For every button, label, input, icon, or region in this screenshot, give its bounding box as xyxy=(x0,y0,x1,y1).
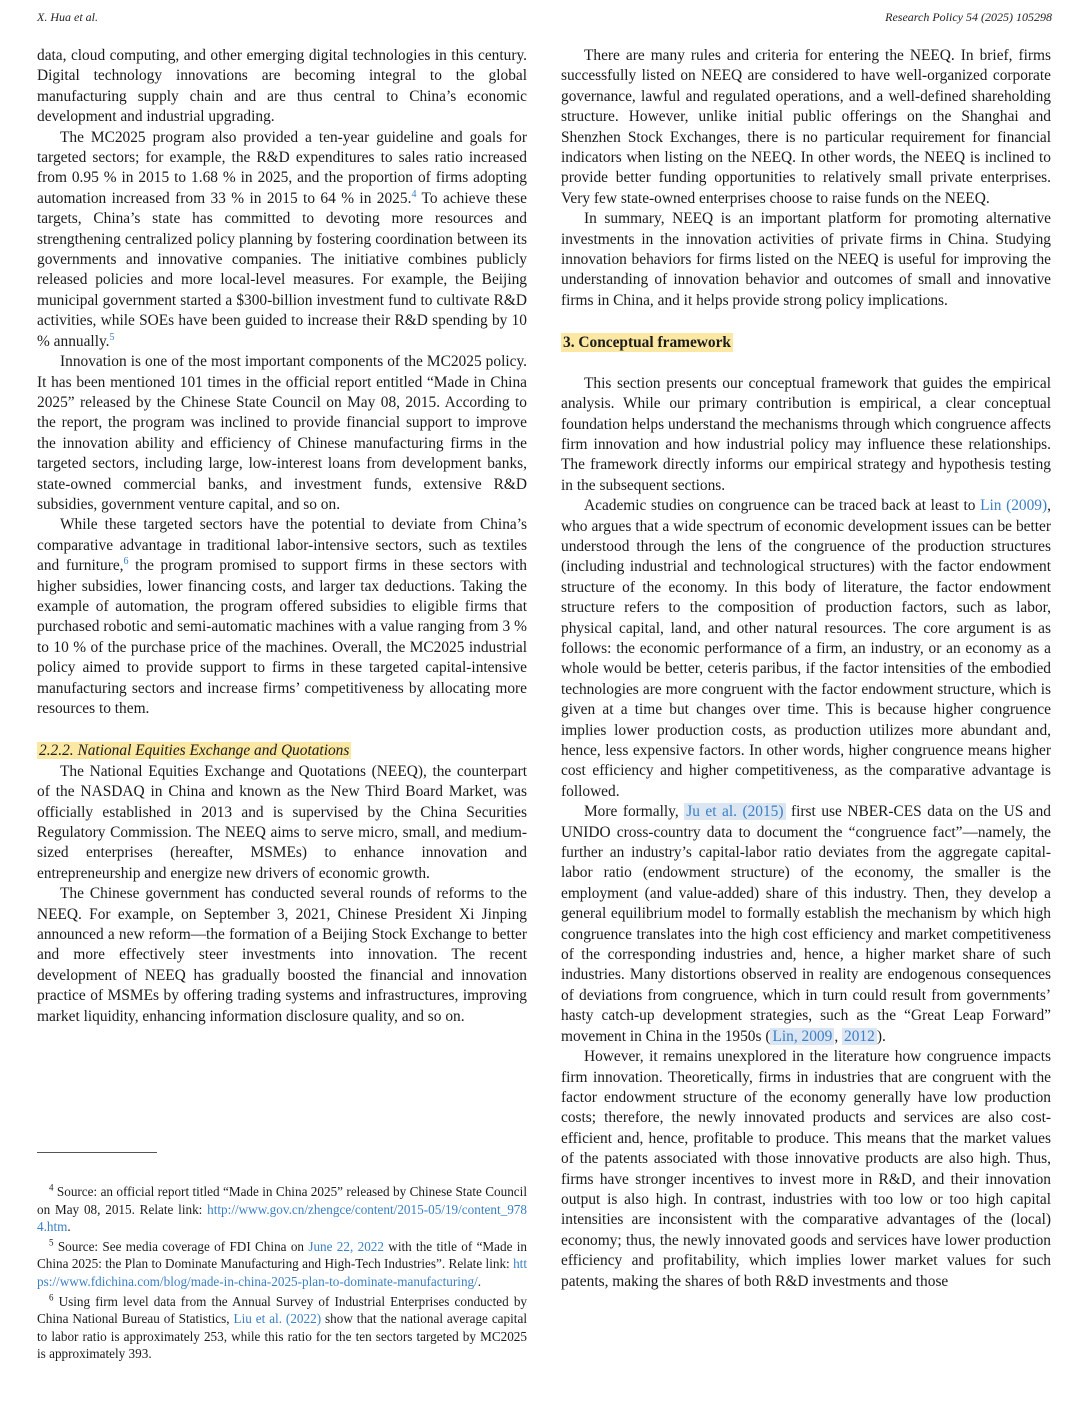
left-column xyxy=(37,46,527,1027)
paragraph: In summary, NEEQ is an important platform for promoting alternative investments in the innovation activities of private firms in China. Studying innovation behaviors for firms listed on the NEEQ is useful for improving the understanding of innovation behavior and outcomes of small and innovative firms in China, and it helps provide strong policy implications. xyxy=(561,210,1051,309)
section-heading: 3. Conceptual framework xyxy=(563,334,731,352)
paragraph: Innovation is one of the most important components of the MC2025 policy. It has been mentioned 101 times in the official report entitled “Made in China 2025” released by the Chinese State Council on May 08, 2015. According to the report, the program was inclined to provide financial support to improve the innovation ability and efficiency of Chinese manufacturing firms in the targeted sectors, including large, low-interest loans from development banks, state-owned commercial banks, and investment funds, extensive R&D subsidies, government venture capital, and so on. xyxy=(37,353,527,513)
paragraph: There are many rules and criteria for entering the NEEQ. In brief, firms successfully listed on NEEQ are considered to have well-organized corporate governance, lawful and regulated operations, and a well-defined shareholding structure. However, unlike initial public offerings on the Shanghai and Shenzhen Stock Exchanges, there is no particular requirement for financial indicators when listing on the NEEQ. In other words, the NEEQ is inclined to provide better funding opportunities to relatively small private enterprises. Very few state-owned enterprises choose to raise funds on the NEEQ. xyxy=(561,47,1051,207)
footnote-link[interactable]: https://www.fdichina.com/blog/made-in-china-2025-plan-to-dominate-manufacturing/ xyxy=(37,1256,527,1289)
paragraph: This section presents our conceptual framework that guides the empirical analysis. While our primary contribution is empirical, a clear conceptual foundation helps understand the mechanisms through which congruence affects firm innovation and how industrial policy may influence these relationships. The framework directly informs our empirical strategy and hypothesis testing in the subsequent sections. xyxy=(561,374,1051,494)
footnote-6: $^6$ Using firm level data from the Annual Survey of Industrial Enterprises conducted by China National Bureau of Statistics, Liu et al. (2022) show that the national average capital to labor ratio is approximately 253, while this ratio for the ten sectors targeted by MC2025 is approximately 393. xyxy=(37,1292,528,1362)
footnote-date-link[interactable]: June 22, 2022 xyxy=(308,1238,384,1254)
citation-link[interactable]: 2012 xyxy=(844,1027,875,1045)
paragraph: data, cloud computing, and other emerging digital technologies in this century. Digital technology innovations are becoming integral to the global manufacturing supply chain and are thus central to China’s economic development and industrial upgrading. xyxy=(37,47,527,126)
citation-link[interactable]: Ju et al. (2015) xyxy=(686,803,784,821)
paragraph: More formally, Ju et al. (2015) first use NBER-CES data on the US and UNIDO cross-country data to document the “congruence fact”—namely, the further an industry’s capital-labor ratio deviates from the aggregate capital-labor ratio (endowment structure) of the economy, the smaller is the employment (and value-added) share of this industry. Then, they develop a general equilibrium model to formally establish the mechanism by which high congruence translates into the high cost efficiency and market competitiveness of the corresponding industries and, hence, a higher market share of such industries. Many distortions observed in reality are endogenous consequences of deviations from congruence, which in turn could result from governments’ hasty catch-up development strategies, such as the “Great Leap Forward” movement in China in the 1950s ( Lin, 2009 , 2012 ). xyxy=(561,803,1052,1045)
header-authors: X. Hua et al. xyxy=(37,10,98,24)
citation-link[interactable]: Liu et al. (2022) xyxy=(233,1311,322,1327)
footnote-link[interactable]: http://www.gov.cn/zhengce/content/2015-05/19/content_9784.htm xyxy=(37,1201,527,1235)
paragraph: The MC2025 program also provided a ten-year guideline and goals for targeted sectors; for example, the R&D expenditures to sales ratio increased from 0.95 % in 2015 to 1.68 % in 2025, and the proportion of firms adopting automation increased from 33 % in 2015 to 64 % in 2025.$^4$ To achieve these targets, China’s state has committed to devoting more resources and strengthening centralized policy planning by fostering coordination between its governments and innovative companies. The initiative combines publicly released policies and more local-level measures. For example, the Beijing municipal government started a $300-billion investment fund to cultivate R&D activities, while SOEs have been guided to increase their R&D spending by 10 % annually.$^5$ xyxy=(37,128,527,350)
paragraph: Academic studies on congruence can be traced back at least to Lin (2009), who argues that a wide spectrum of economic development issues can be better understood through the lens of the congruence of the production structures (including industrial and technological structures) with the factor endowment structure of the economy. In this body of literature, the factor endowment structure refers to the composition of production factors, such as labor, physical capital, land, and other natural resources. The core argument is as follows: the economic performance of a firm, an industry, or an economy as a whole would be better, ceteris paribus, if the factor intensities of the embodied technologies are more congruent with the factor endowment structure, which is given at a time but changes over time. This is because higher congruence implies lower production costs, as production utilizes more abundant and, hence, less expensive factors. In other words, higher congruence means higher cost efficiency and higher competitiveness, as the comparative advantage is followed. xyxy=(561,497,1051,800)
footnote-divider xyxy=(37,1152,157,1153)
footnotes xyxy=(37,1152,527,1365)
citation-link[interactable]: Lin (2009) xyxy=(980,497,1048,515)
right-column xyxy=(561,46,1051,1292)
footnote-4: $^4$ Source: an official report titled “Made in China 2025” released by Chinese State Council on May 08, 2015. Relate link: http://www.gov.cn/zhengce/content/2015-05/19/content_9784.htm. xyxy=(37,1182,527,1235)
footnote-ref[interactable]: 5 xyxy=(109,331,115,343)
paragraph: While these targeted sectors have the potential to deviate from China’s comparative advantage in traditional labor-intensive sectors, such as textiles and furniture,$^6$ the program promised to support firms in these sectors with higher subsidies, lower financing costs, and larger tax deductions. Taking the example of automation, the program offered subsidies to eligible firms that purchased robotic and semi-automatic machines with a value ranging from 3 % to 10 % of the purchase price of the machines. Overall, the MC2025 industrial policy aimed to provide support to firms in these targeted capital-intensive manufacturing sectors and increase firms’ competitiveness by allocating more resources to them. xyxy=(37,516,527,717)
subsection-heading: 2.2.2. National Equities Exchange and Quotations xyxy=(39,742,350,760)
footnote-ref[interactable]: 4 xyxy=(411,188,417,200)
citation-link[interactable]: Lin, 2009 xyxy=(772,1027,833,1045)
running-header xyxy=(37,10,1052,28)
paragraph: However, it remains unexplored in the literature how congruence impacts firm innovation. Theoretically, firms in industries that are congruent with the factor endowment structure of the economy generally have low production costs; therefore, the newly innovated products and services are also cost-efficient and, hence, profitable to produce. This means that the market values of the patents associated with those innovative products are also high. Thus, firms have stronger incentives to invest more in R&D, and their innovation output is also high. In contrast, industries with too low or too high capital intensities are inconsistent with the comparative advantages of the (local) economy; thus, the newly innovated goods and services have lower production efficiency and profitability, which implies lower market values for such patents, making the shares of both R&D investments and those xyxy=(561,1048,1051,1290)
paragraph: The National Equities Exchange and Quotations (NEEQ), the counterpart of the NASDAQ in China and known as the New Third Board Market, was officially established in 2013 and is supervised by the China Securities Regulatory Commission. The NEEQ aims to serve micro, small, and medium-sized enterprises (hereafter, MSMEs) to enhance innovation and entrepreneurship and energize new drivers of economic growth. xyxy=(37,762,527,882)
footnote-ref[interactable]: 6 xyxy=(123,556,129,568)
footnote-5: $^5$ Source: See media coverage of FDI China on June 22, 2022 with the title of “Made in China 2025: the Plan to Dominate Manufacturing and High-Tech Industries”. Relate link: https://www.fdichina.com/blog/made-in-china-2025-plan-to-dominate-manufacturing/. xyxy=(37,1237,528,1289)
header-journal: Research Policy 54 (2025) 105298 xyxy=(885,10,1052,24)
paragraph: The Chinese government has conducted several rounds of reforms to the NEEQ. For example, on September 3, 2021, Chinese President Xi Jinping announced a new reform—the formation of a Beijing Stock Exchange to better and more effectively steer investments into innovation. The recent development of NEEQ has gradually boosted the financial and innovation practice of MSMEs by offering trading systems and infrastructures, improving market liquidity, enhancing information disclosure quality, and so on. xyxy=(37,885,527,1025)
